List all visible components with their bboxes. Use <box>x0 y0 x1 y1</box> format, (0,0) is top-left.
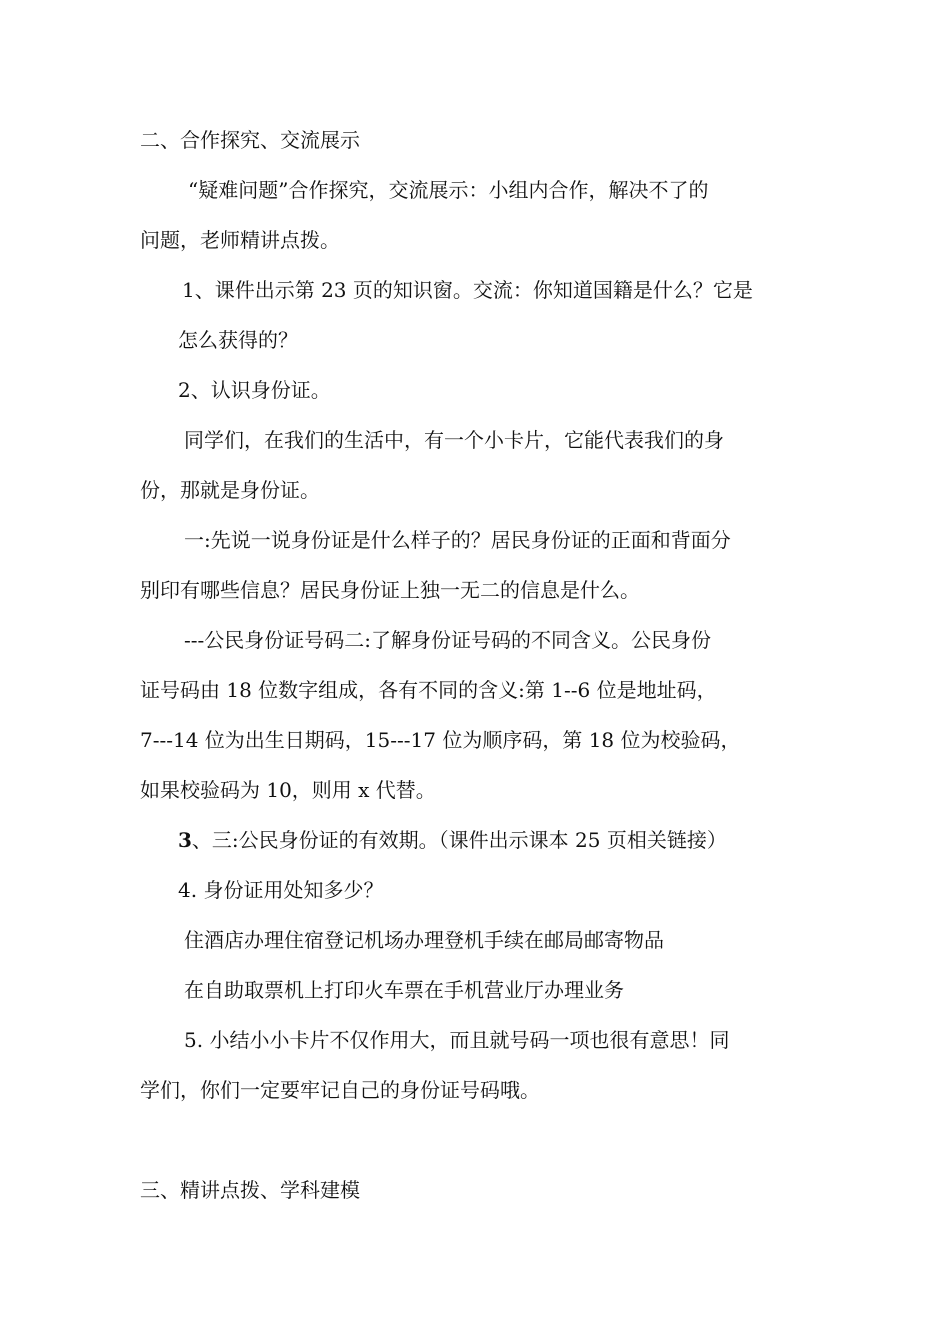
item4-line-1: 住酒店办理住宿登记机场办理登机手续在邮局邮寄物品 <box>184 928 664 952</box>
item1-line-1: 1、课件出示第 23 页的知识窗。交流：你知道国籍是什么？它是 <box>182 278 753 302</box>
item1-line-2: 怎么获得的？ <box>178 328 298 352</box>
section2-heading: 二、合作探究、交流展示 <box>140 128 360 152</box>
item2-para-line-2: 份，那就是身份证。 <box>140 478 320 502</box>
item2-sub1-line-1: 一:先说一说身份证是什么样子的？居民身份证的正面和背面分 <box>184 528 731 552</box>
section3-heading: 三、精讲点拨、学科建模 <box>140 1178 360 1202</box>
item2-sub1-line-2: 别印有哪些信息？居民身份证上独一无二的信息是什么。 <box>140 578 640 602</box>
item3-number: 3 <box>178 828 192 852</box>
item2-sub2-line-2: 证号码由 18 位数字组成，各有不同的含义:第 1--6 位是地址码， <box>140 678 717 702</box>
item5-line-1: 5. 小结小小卡片不仅作用大，而且就号码一项也很有意思！同 <box>184 1028 730 1052</box>
item4-line-2: 在自助取票机上打印火车票在手机营业厅办理业务 <box>184 978 624 1002</box>
intro-line-1: “疑难问题”合作探究，交流展示：小组内合作，解决不了的 <box>188 178 709 202</box>
item3-text: 、三:公民身份证的有效期。（课件出示课本 25 页相关链接） <box>191 828 727 852</box>
item2-sub2-line-3: 7---14 位为出生日期码，15---17 位为顺序码，第 18 位为校验码， <box>140 728 741 752</box>
item2-heading: 2、认识身份证。 <box>178 378 331 402</box>
item5-line-2: 学们，你们一定要牢记自己的身份证号码哦。 <box>140 1078 540 1102</box>
intro-line-2: 问题，老师精讲点拨。 <box>140 228 340 252</box>
item4-heading: 4. 身份证用处知多少？ <box>178 878 384 902</box>
item2-para-line-1: 同学们，在我们的生活中，有一个小卡片，它能代表我们的身 <box>184 428 724 452</box>
item2-sub2-line-1: ---公民身份证号码二:了解身份证号码的不同含义。公民身份 <box>184 628 712 652</box>
item2-sub2-line-4: 如果校验码为 10，则用 x 代替。 <box>140 778 436 802</box>
item3-line <box>178 826 727 854</box>
